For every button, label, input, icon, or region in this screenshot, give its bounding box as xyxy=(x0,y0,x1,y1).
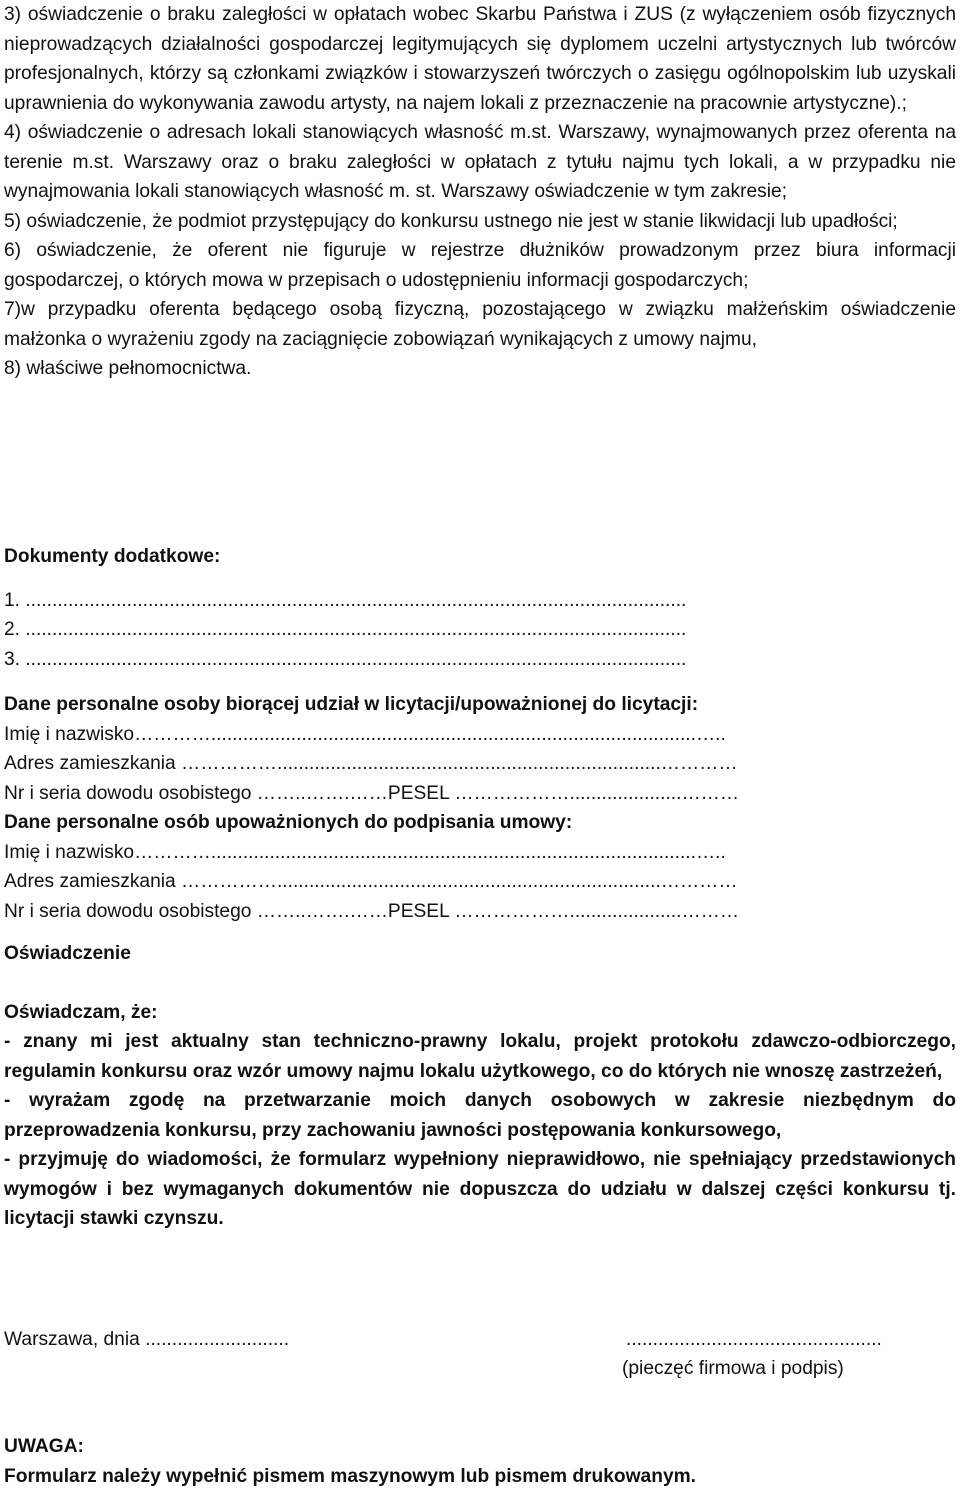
signers-name-line: Imię i nazwisko…………...........................................................................................….. xyxy=(4,838,956,868)
signers-address-line: Adres zamieszkania ……………........................................................................………… xyxy=(4,867,956,897)
note-text: Formularz należy wypełnić pismem maszynowym lub pismem drukowanym. xyxy=(4,1462,956,1491)
place-date-line: Warszawa, dnia ........................... xyxy=(4,1325,289,1355)
additional-doc-line-1: 1. ............................................................................................................................ xyxy=(4,586,956,616)
additional-doc-line-3: 3. ............................................................................................................................ xyxy=(4,645,956,675)
bidder-address-line: Adres zamieszkania ……………........................................................................………… xyxy=(4,749,956,779)
additional-documents xyxy=(4,542,956,674)
signers-id-line: Nr i seria dowodu osobistego ……..…….……PESEL ……………….....................……… xyxy=(4,897,956,927)
declaration-title: Oświadczenie xyxy=(4,939,956,969)
requirement-4: 4) oświadczenie o adresach lokali stanowiących własność m.st. Warszawy, wynajmowanych przez oferenta na terenie m.st. Warszawy oraz o braku zaległości w opłatach z tytułu najmu tych lokali, a w przypadku nie wynajmowania lokali stanowiących własność m. st. Warszawy oświadczenie w tym zakresie; xyxy=(4,118,956,207)
signature-caption: (pieczęć firmowa i podpis) xyxy=(622,1354,844,1384)
declaration-intro: Oświadczam, że: xyxy=(4,998,956,1028)
requirement-5: 5) oświadczenie, że podmiot przystępujący do konkursu ustnego nie jest w stanie likwidacji lub upadłości; xyxy=(4,207,956,237)
bidder-name-line: Imię i nazwisko…………...........................................................................................….. xyxy=(4,720,956,750)
requirement-8: 8) właściwe pełnomocnictwa. xyxy=(4,354,956,384)
requirement-6: 6) oświadczenie, że oferent nie figuruje w rejestrze dłużników prowadzonym przez biura informacji gospodarczej, o których mowa w przepisach o udostępnieniu informacji gospodarczych; xyxy=(4,236,956,295)
signature-line: ................................................ xyxy=(626,1325,882,1355)
declaration-point-1: - znany mi jest aktualny stan techniczno-prawny lokalu, projekt protokołu zdawczo-odbiorczego, regulamin konkursu oraz wzór umowy najmu lokalu użytkowego, co do których nie wnoszę zastrzeżeń, xyxy=(4,1027,956,1086)
personal-data-section xyxy=(4,690,956,926)
additional-docs-heading: Dokumenty dodatkowe: xyxy=(4,542,956,572)
requirement-7: 7)w przypadku oferenta będącego osobą fizyczną, pozostającego w związku małżeńskim oświadczenie małżonka o wyrażeniu zgody na zaciągnięcie zobowiązań wynikających z umowy najmu, xyxy=(4,295,956,354)
declaration-section xyxy=(4,939,956,1234)
requirements-list xyxy=(4,0,956,384)
bidder-data-heading: Dane personalne osoby biorącej udział w licytacji/upoważnionej do licytacji: xyxy=(4,690,956,720)
note-heading: UWAGA: xyxy=(4,1432,956,1462)
additional-doc-line-2: 2. ............................................................................................................................ xyxy=(4,615,956,645)
requirement-3: 3) oświadczenie o braku zaległości w opłatach wobec Skarbu Państwa i ZUS (z wyłączeniem osób fizycznych nieprowadzących działalności gospodarczej legitymujących się dyplomem uczelni artystycznych lub twórców profesjonalnych, którzy są członkami związków i stowarzyszeń twórczych o zasięgu ogólnopolskim lub uzyskali uprawnienia do wykonywania zawodu artysty, na najem lokali z przeznaczenie na pracownie artystyczne).; xyxy=(4,0,956,118)
signers-data-heading: Dane personalne osób upoważnionych do podpisania umowy: xyxy=(4,808,956,838)
declaration-point-2: - wyrażam zgodę na przetwarzanie moich danych osobowych w zakresie niezbędnym do przeprowadzenia konkursu, przy zachowaniu jawności postępowania konkursowego, xyxy=(4,1086,956,1145)
bidder-id-line: Nr i seria dowodu osobistego ……..…….……PESEL ……………….....................……… xyxy=(4,779,956,809)
declaration-point-3: - przyjmuję do wiadomości, że formularz wypełniony nieprawidłowo, nie spełniający przedstawionych wymogów i bez wymaganych dokumentów nie dopuszcza do udziału w dalszej części konkursu tj. licytacji stawki czynszu. xyxy=(4,1145,956,1234)
note-section xyxy=(4,1432,956,1491)
